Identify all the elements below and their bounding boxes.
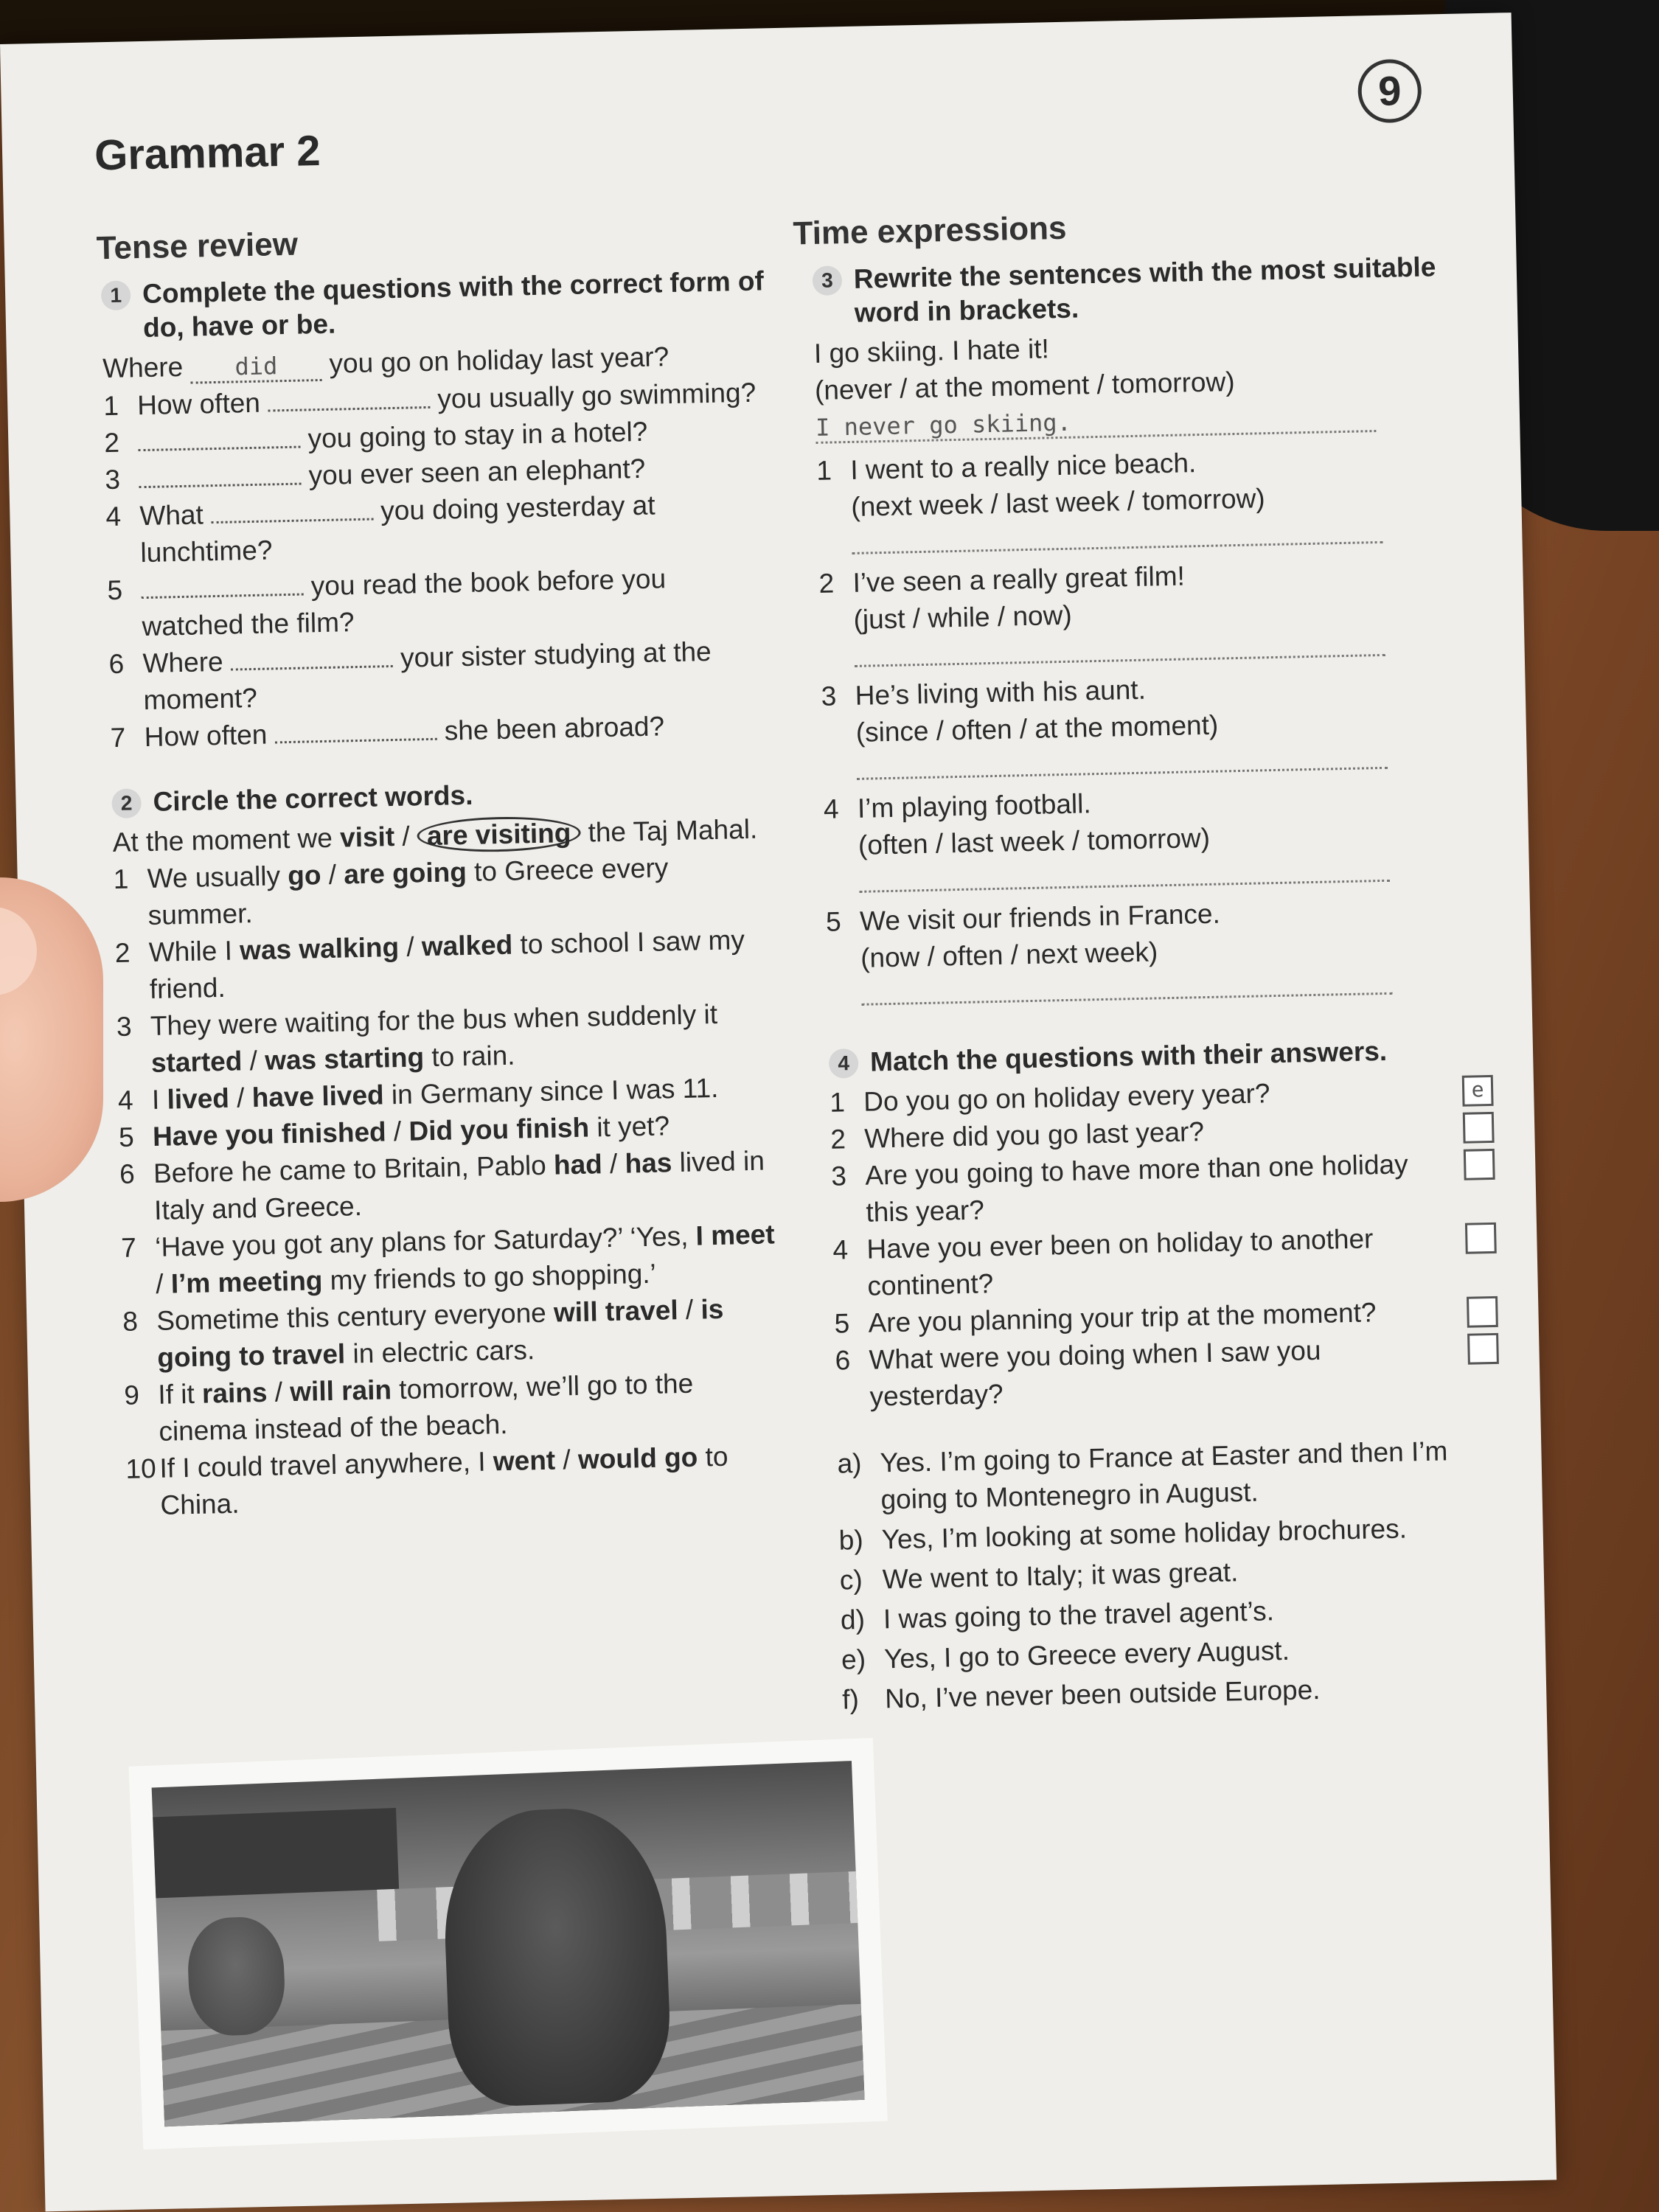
option-separator: / [321, 859, 344, 891]
item-number: 5 [825, 906, 842, 937]
answer-letter: d) [840, 1604, 866, 1635]
exercise-instruction: Rewrite the sentences with the most suitable word in brackets. [853, 251, 1436, 328]
exercise-number: 4 [829, 1048, 859, 1079]
option-a[interactable]: lived [167, 1082, 230, 1115]
item-sentence: I’m playing football. [857, 788, 1092, 824]
item-text: ‘Have you got any plans for Saturday?’ ‘Yes, [154, 1220, 689, 1262]
exercise-1-header [101, 264, 766, 346]
item-text: to school I saw my friend. [149, 925, 745, 1005]
question-text: Do you go on holiday every year? [863, 1078, 1270, 1117]
example-answer: I never go skiing. [815, 397, 1377, 444]
item-number: 6 [108, 648, 125, 680]
example-text: you go on holiday last year? [329, 341, 669, 379]
item-text: I [151, 1084, 160, 1115]
rewrite-item [823, 777, 1489, 894]
option-separator: / [386, 1116, 409, 1147]
item-text: While I [148, 935, 233, 968]
item-number: 2 [103, 427, 120, 459]
option-separator: / [554, 1444, 579, 1475]
item-text: in electric cars. [352, 1335, 535, 1369]
circle-item [114, 921, 779, 1009]
example-options: (never / at the moment / tomorrow) [814, 366, 1235, 406]
option-a[interactable]: went [493, 1444, 556, 1477]
page-title: Grammar 2 [94, 126, 321, 180]
answer-letter: c) [839, 1564, 863, 1596]
item-options: (just / while / now) [853, 599, 1073, 635]
rewrite-item [818, 552, 1484, 668]
answer-blank[interactable] [141, 571, 304, 599]
item-text: They were waiting for the bus when suddenly it [150, 998, 718, 1042]
item-text: you ever seen an elephant? [308, 453, 646, 491]
option-b[interactable]: walked [421, 929, 513, 962]
item-number: 3 [116, 1011, 132, 1042]
exercise-instruction: Complete the questions with the correct form of do, have or be. [142, 265, 765, 344]
answer-option [837, 1432, 1502, 1520]
question-text: Have you ever been on holiday to another continent? [866, 1223, 1374, 1301]
item-number: 7 [120, 1232, 137, 1263]
option-separator: / [398, 931, 422, 962]
item-number: 4 [117, 1085, 134, 1116]
item-text: If I could travel anywhere, I [159, 1446, 486, 1484]
option-a[interactable]: I meet [695, 1219, 775, 1251]
rewrite-item [826, 890, 1492, 1006]
option-b[interactable]: have lived [251, 1079, 385, 1113]
circle-item [122, 1290, 787, 1377]
answer-letter: a) [837, 1447, 862, 1479]
item-number: 1 [113, 863, 129, 895]
answer-box[interactable] [1465, 1222, 1497, 1254]
option-a[interactable]: visit [339, 821, 395, 853]
item-number: 5 [834, 1308, 850, 1339]
item-text: Before he came to Britain, Pablo [153, 1150, 547, 1189]
option-a[interactable]: was walking [239, 931, 400, 966]
item-text: What [139, 499, 204, 532]
answer-letter: e) [841, 1644, 866, 1675]
item-sentence: I’ve seen a really great film! [852, 560, 1186, 598]
item-number: 7 [110, 722, 126, 754]
option-b[interactable]: I’m meeting [170, 1265, 323, 1299]
answer-blank[interactable] [138, 424, 301, 452]
section-heading-tense-review: Tense review [96, 226, 299, 267]
match-question [835, 1329, 1500, 1416]
photo-stone-lion [128, 1738, 887, 2149]
item-text: in Germany since I was 11. [391, 1072, 719, 1110]
option-b[interactable]: was starting [264, 1042, 425, 1076]
item-text: your sister studying at the moment? [143, 636, 712, 716]
example-sentence: I go skiing. I hate it! [813, 333, 1050, 369]
item-options: (now / often / next week) [860, 936, 1158, 973]
answer-box[interactable] [1464, 1149, 1495, 1180]
question-item [105, 484, 771, 572]
item-sentence: He’s living with his aunt. [855, 674, 1147, 711]
answer-letter: b) [838, 1524, 864, 1556]
answer-blank[interactable] [211, 496, 374, 524]
item-text: Where [142, 646, 224, 679]
circle-item [121, 1216, 786, 1304]
item-text: tomorrow, we’ll go to the cinema instead of the beach. [159, 1368, 694, 1447]
option-a[interactable]: rains [201, 1377, 268, 1409]
option-a[interactable]: had [553, 1149, 603, 1180]
answer-box[interactable] [1467, 1296, 1498, 1328]
question-text: Are you going to have more than one holiday this year? [864, 1149, 1409, 1228]
item-number: 9 [123, 1380, 140, 1411]
option-separator: / [394, 821, 418, 852]
exercise-instruction: Match the questions with their answers. [869, 1035, 1388, 1077]
item-number: 4 [832, 1234, 849, 1265]
item-text: it yet? [596, 1110, 670, 1143]
exercise-number: 2 [111, 788, 142, 818]
option-a[interactable]: will travel [553, 1295, 679, 1328]
workbook-page [0, 13, 1557, 2211]
option-b[interactable]: will rain [289, 1374, 392, 1408]
item-text: to Greece every summer. [147, 852, 669, 931]
item-number: 6 [119, 1158, 136, 1189]
answer-text: Yes. I’m going to France at Easter and then I’m going to Montenegro in August. [880, 1436, 1448, 1515]
answer-blank[interactable] [230, 643, 393, 671]
answer-blank[interactable] [268, 384, 431, 412]
option-b-circled[interactable]: are visiting [417, 815, 580, 854]
item-text: lived in Italy and Greece. [153, 1145, 765, 1225]
item-number: 3 [104, 464, 121, 495]
circle-item [116, 995, 781, 1082]
option-separator: / [267, 1377, 291, 1408]
item-number: 1 [829, 1087, 846, 1118]
item-number: 2 [114, 937, 131, 969]
item-number: 2 [830, 1124, 846, 1155]
question-item [108, 632, 773, 720]
option-a[interactable]: go [287, 860, 321, 891]
answer-box[interactable] [1463, 1112, 1495, 1144]
item-sentence: I went to a really nice beach. [849, 448, 1197, 485]
item-number: 5 [118, 1121, 135, 1152]
rewrite-item [816, 439, 1482, 555]
item-text: How often [144, 719, 268, 753]
answer-text: I was going to the travel agent’s. [883, 1596, 1275, 1635]
option-b[interactable]: has [625, 1147, 672, 1179]
item-number: 3 [821, 681, 837, 712]
option-separator: / [155, 1268, 172, 1299]
item-sentence: We visit our friends in France. [859, 898, 1221, 936]
item-number: 5 [107, 574, 123, 606]
exercise-number: 3 [813, 265, 843, 296]
answer-blank[interactable] [274, 716, 437, 744]
answer-blank[interactable] [139, 461, 302, 489]
item-options: (often / last week / tomorrow) [858, 822, 1211, 860]
item-text: How often [136, 387, 261, 421]
item-text: you read the book before you watched the film? [142, 563, 667, 642]
item-options: (next week / last week / tomorrow) [850, 483, 1266, 522]
option-b[interactable]: would go [577, 1441, 698, 1475]
option-separator: / [241, 1045, 265, 1077]
option-separator: / [678, 1294, 701, 1326]
exercise-3-header [812, 249, 1477, 331]
item-number: 10 [125, 1453, 157, 1484]
question-text: What were you doing when I saw you yesterday? [869, 1335, 1321, 1412]
option-b[interactable]: are going [343, 856, 467, 890]
item-number: 1 [815, 455, 832, 486]
circle-item [113, 847, 778, 935]
item-text: you usually go swimming? [437, 377, 757, 414]
example-text: At the moment we [112, 822, 333, 858]
answer-text: Yes, I go to Greece every August. [883, 1635, 1290, 1674]
item-options: (since / often / at the moment) [855, 709, 1219, 748]
item-number: 3 [830, 1161, 847, 1192]
option-a[interactable]: Have you finished [152, 1116, 387, 1152]
exercise-3-example [814, 321, 1480, 444]
question-item [107, 558, 772, 646]
answer-box[interactable]: e [1462, 1075, 1494, 1107]
circle-item [124, 1363, 789, 1451]
option-b[interactable]: is going to travel [156, 1293, 724, 1373]
exercise-number: 1 [101, 280, 131, 310]
exercise-instruction: Circle the correct words. [153, 779, 473, 817]
item-number: 1 [102, 390, 119, 422]
item-text: she been abroad? [444, 711, 665, 746]
page-number: 9 [1357, 59, 1422, 124]
item-text: you doing yesterday at lunchtime? [140, 490, 655, 568]
example-text: the Taj Mahal. [588, 813, 758, 848]
right-column [812, 249, 1506, 1721]
match-question [831, 1144, 1496, 1232]
answer-text: Yes, I’m looking at some holiday brochures. [881, 1513, 1408, 1555]
item-number: 6 [835, 1345, 851, 1376]
section-heading-time-expressions: Time expressions [793, 209, 1067, 252]
question-text: Are you planning your trip at the moment? [868, 1297, 1377, 1338]
item-number: 2 [818, 568, 835, 599]
answer-letter: f) [841, 1684, 860, 1715]
item-text: you going to stay in a hotel? [307, 416, 648, 454]
example-text: Where [102, 351, 184, 384]
left-column [101, 264, 790, 1524]
answer-text: No, I’ve never been outside Europe. [884, 1674, 1321, 1714]
answer-box[interactable] [1467, 1333, 1499, 1365]
item-text: Sometime this century everyone [156, 1297, 547, 1336]
item-number: 8 [122, 1306, 139, 1337]
example-answer: did [190, 351, 322, 384]
item-text: my friends to go shopping.’ [330, 1258, 657, 1295]
option-b[interactable]: Did you finish [408, 1112, 590, 1147]
option-separator: / [602, 1148, 626, 1180]
item-number: 4 [105, 501, 122, 532]
item-text: If it [157, 1378, 195, 1410]
item-number: 4 [823, 793, 839, 824]
question-text: Where did you go last year? [863, 1116, 1205, 1154]
match-question [832, 1218, 1498, 1306]
item-text: to rain. [431, 1040, 515, 1073]
option-a[interactable]: started [150, 1046, 243, 1079]
circle-item [125, 1437, 790, 1525]
rewrite-item [821, 664, 1486, 781]
item-text: We usually [147, 860, 281, 894]
circle-item [119, 1142, 785, 1230]
option-separator: / [229, 1082, 253, 1113]
item-text: to China. [160, 1441, 728, 1520]
answer-text: We went to Italy; it was great. [882, 1557, 1239, 1595]
